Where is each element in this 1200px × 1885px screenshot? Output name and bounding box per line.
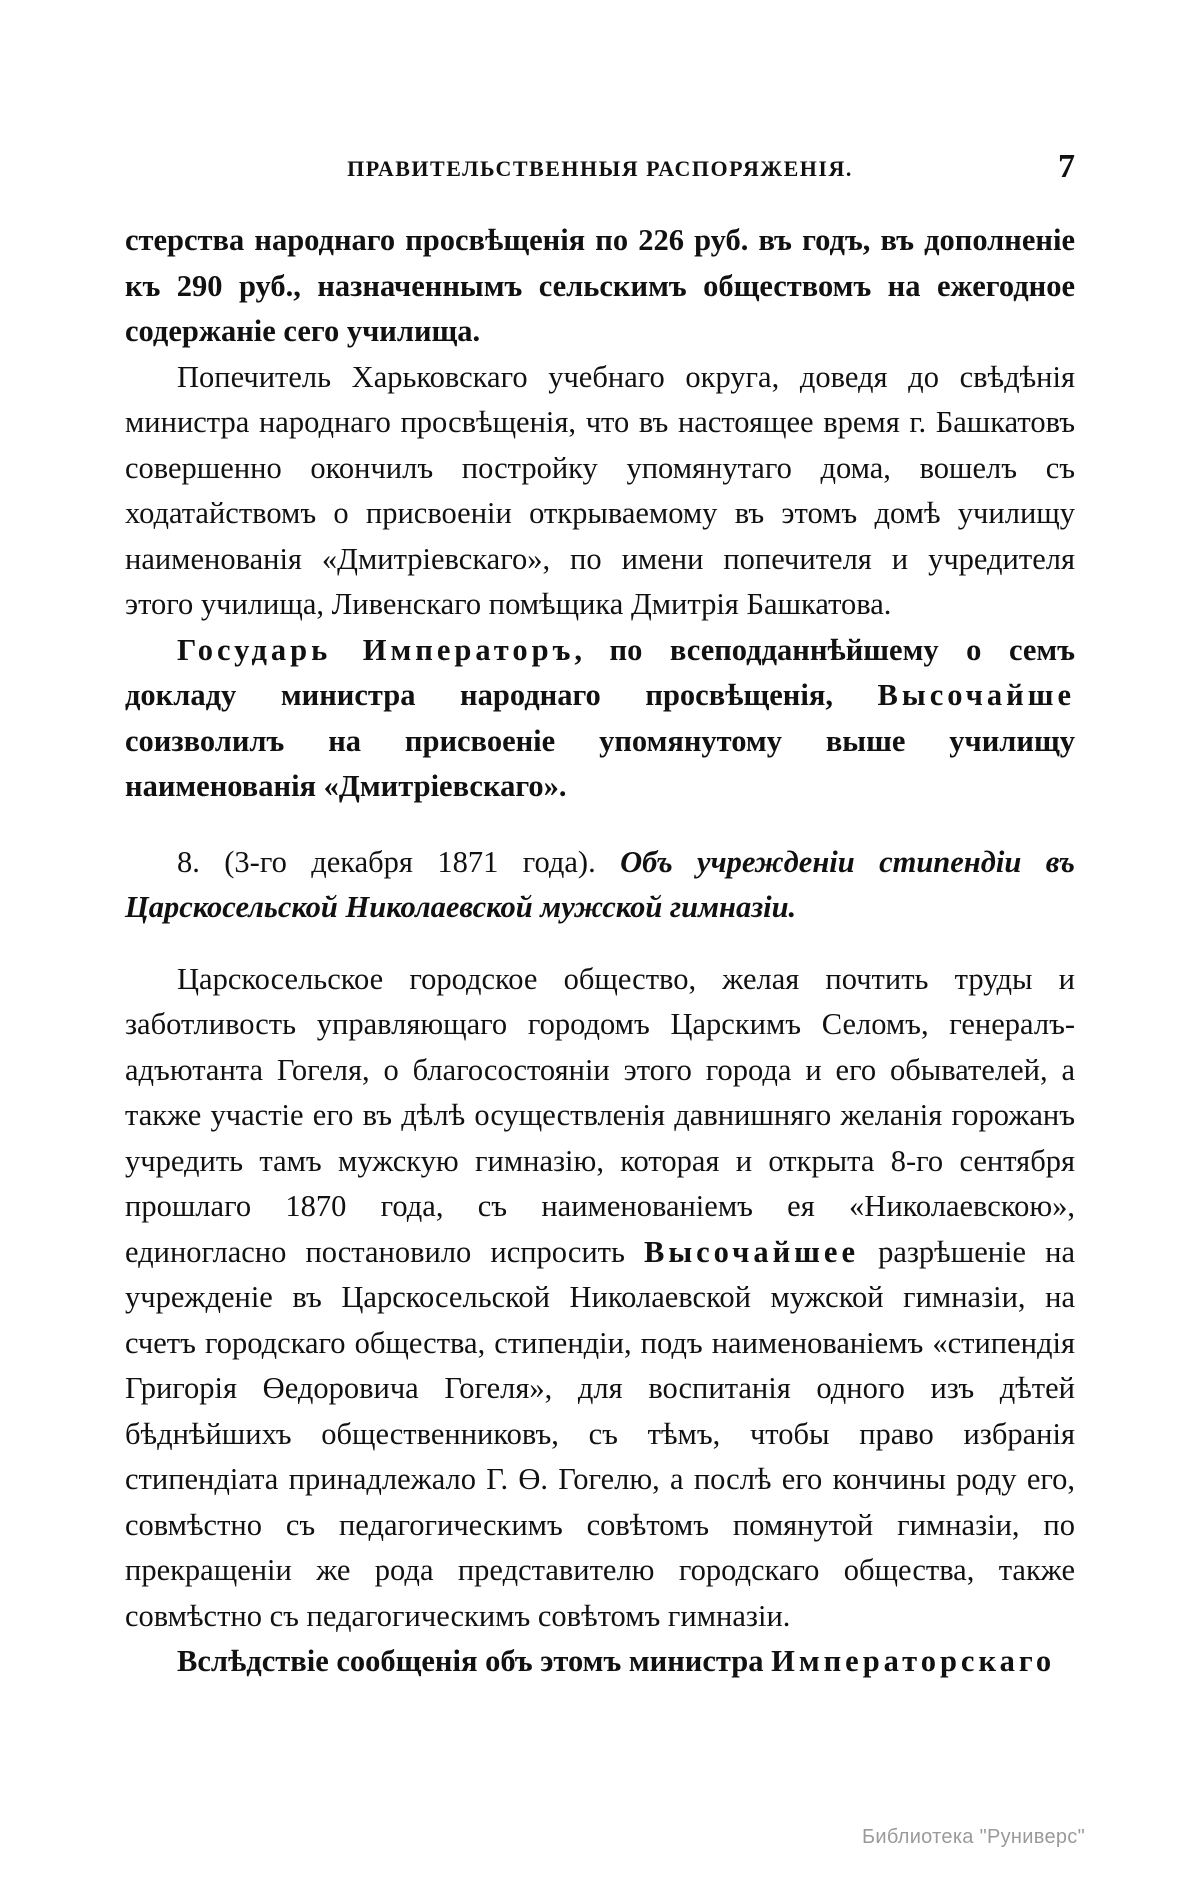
highest-word: Высочайше: [877, 678, 1075, 712]
section-number: 8. (3-го декабря 1871 года).: [177, 844, 596, 879]
paragraph-tsarskoye: [125, 957, 1075, 1640]
library-watermark: Библиотека "Руниверс": [861, 1826, 1085, 1848]
body-text: [125, 218, 1075, 1685]
running-title: ПРАВИТЕЛЬСТВЕННЫЯ РАСПОРЯЖЕНІЯ.: [347, 156, 853, 181]
section-title: Объ учрежденіи стипендіи въ Царскосельской Николаевской мужской гимназіи.: [125, 844, 1075, 924]
emperor-title: Государь Императоръ: [177, 632, 575, 667]
imperial-word: Императорскаго: [771, 1644, 1056, 1678]
paragraph-emperor-text-1: , по всеподданнѣйшему о семъ докладу министра народнаго просвѣщенія,: [125, 632, 1075, 712]
page-number: 7: [1058, 148, 1075, 185]
paragraph-emperor-text-2: соизволилъ на присвоеніе упомянутому выше училищу наименованія «Дмитріевскаго».: [125, 723, 1075, 803]
paragraph-consequence: [125, 1639, 1075, 1685]
paragraph-trustee: [125, 355, 1075, 628]
paragraph-consequence-text: Вслѣдствіе сообщенія объ этомъ министра: [177, 1644, 772, 1678]
paragraph-continuation: стерства народнаго просвѣщенія по 226 руб. въ годъ, въ дополненіе къ 290 руб., назначеннымъ сельскимъ обществомъ на ежегодное содержаніе сего училища.: [125, 223, 1075, 348]
paragraph-trustee-text: Попечитель Харьковскаго учебнаго округа, доведя до свѣдѣнія министра народнаго просвѣщенія, что въ настоящее время г. Башкатовъ совершенно окончилъ постройку упомянутаго дома, вошелъ съ ходатайствомъ о присвоеніи открываемому въ этомъ домѣ училищу наименованія «Дмитріевскаго», по имени попечителя и учредителя этого училища, Ливенскаго помѣщика Дмитрія Башкатова.: [125, 359, 1075, 621]
paragraph-tsarskoye-text-2: разрѣшеніе на учрежденіе въ Царскосельской Николаевской мужской гимназіи, на счетъ городскаго общества, стипендіи, подъ наименованіемъ «стипендія Григорія Өедоровича Гогеля», для воспитанія одного изъ дѣтей бѣднѣйшихъ общественниковъ, съ тѣмъ, чтобы право избранія стипендіата принадлежало Г. Ө. Гогелю, а послѣ его кончины роду его, совмѣстно съ педагогическимъ совѣтомъ помянутой гимназіи, по прекращеніи же рода представителю городскаго общества, также совмѣстно съ педагогическимъ совѣтомъ гимназіи.: [125, 1234, 1075, 1633]
page-header: [125, 148, 1075, 188]
paragraph-tsarskoye-text-1: Царскосельское городское общество, желая почтить труды и заботливость управляющаго городомъ Царскимъ Селомъ, генералъ-адъютанта Гогеля, о благосостояніи этого города и его обывателей, а также участіе его въ дѣлѣ осуществленія давнишняго желанія горожанъ учредить тамъ мужскую гимназію, которая и открыта 8-го сентября прошлаго 1870 года, съ наименованіемъ ея «Николаевскою», единогласно постановило испросить: [125, 961, 1075, 1269]
section-heading: [125, 840, 1075, 931]
paragraph-emperor: [125, 628, 1075, 810]
highest-word-2: Высочайшее: [643, 1234, 859, 1269]
